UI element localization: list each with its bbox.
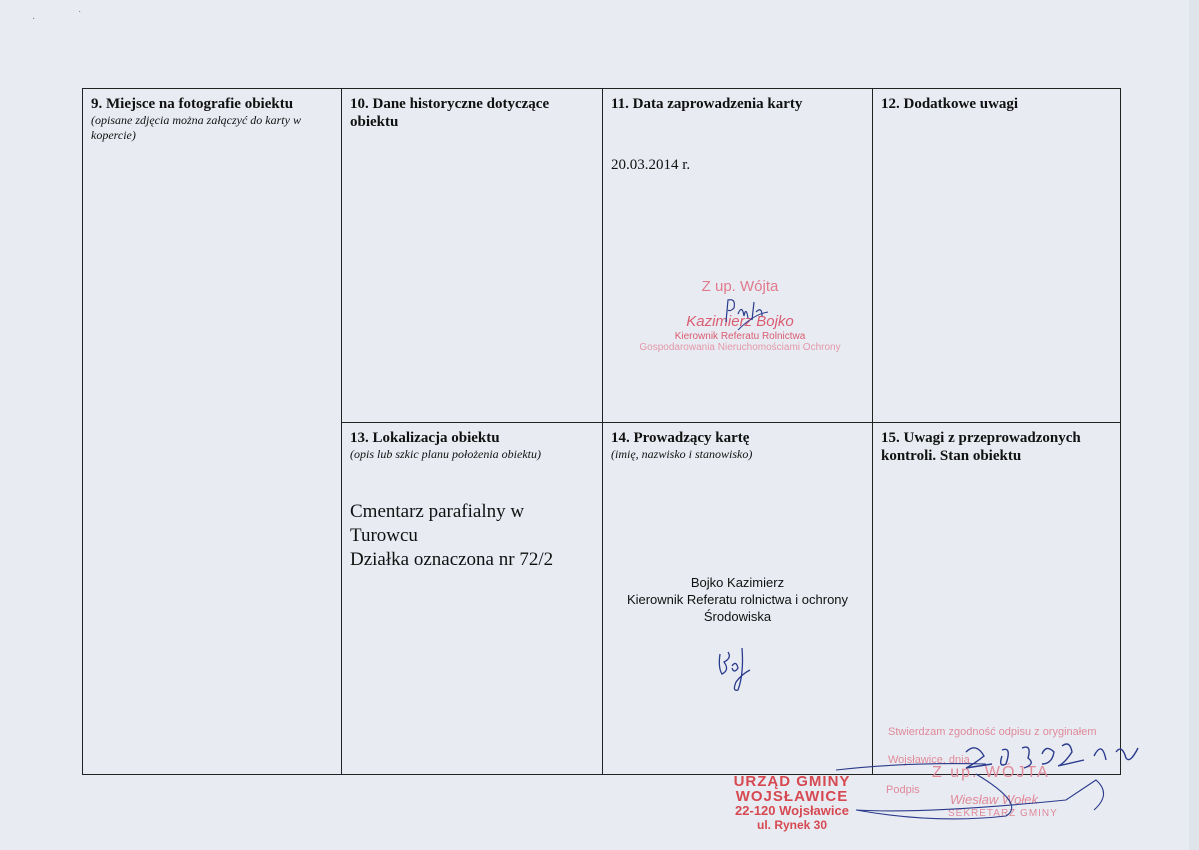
field-15-title: 15. Uwagi z przeprowadzonych kontroli. Stan obiektu bbox=[881, 430, 1081, 464]
field-10-title: 10. Dane historyczne dotyczące obiektu bbox=[350, 96, 550, 130]
signature-mark bbox=[718, 296, 778, 332]
keeper-text bbox=[611, 574, 864, 625]
field-11-title: 11. Data zaprowadzenia karty bbox=[611, 96, 803, 112]
keeper-line: Środowiska bbox=[703, 609, 772, 624]
keeper-line: Bojko Kazimierz bbox=[690, 575, 785, 590]
scan-speck: ˙ bbox=[78, 10, 82, 21]
certify-stamp-line: Z up. WÓJTA bbox=[932, 764, 1050, 781]
certify-stamp-line: SEKRETARZ GMINY bbox=[948, 808, 1058, 819]
field-9-note: (opisane zdjęcia można załączyć do karty w kopercie) bbox=[91, 113, 301, 142]
record-card-table bbox=[82, 88, 1121, 775]
field-14-note: (imię, nazwisko i stanowisko) bbox=[611, 447, 753, 461]
field-12-title: 12. Dodatkowe uwagi bbox=[881, 96, 1019, 112]
keeper-line: Kierownik Referatu rolnictwa i ochrony bbox=[626, 592, 849, 607]
certify-stamp-line: Wojsławice, dnia bbox=[888, 754, 970, 766]
location-line: Cmentarz parafialny w bbox=[350, 501, 525, 522]
cell-card-keeper bbox=[603, 423, 873, 775]
stamp-line: Kierownik Referatu Rolnictwa bbox=[674, 331, 806, 342]
cell-inspection-notes bbox=[873, 423, 1121, 775]
stamp-line: Z up. Wójta bbox=[701, 278, 779, 295]
keeper-signature bbox=[712, 644, 762, 696]
field-13-note: (opis lub szkic planu położenia obiektu) bbox=[350, 447, 541, 461]
cell-additional-notes bbox=[873, 89, 1121, 423]
office-stamp-line: 22-120 Wojsławice bbox=[735, 803, 849, 818]
cell-location bbox=[342, 423, 603, 775]
stamp-line: Gospodarowania Nieruchomościami Ochrony bbox=[639, 342, 841, 353]
certify-signature bbox=[826, 734, 1146, 834]
location-line: Działka oznaczona nr 72/2 bbox=[350, 549, 554, 570]
field-14-title: 14. Prowadzący kartę bbox=[611, 430, 750, 446]
cell-card-date bbox=[603, 89, 873, 423]
cell-photo-place bbox=[83, 89, 342, 775]
certify-stamp-line: Podpis bbox=[886, 784, 920, 796]
office-stamp-line: URZĄD GMINY bbox=[733, 773, 851, 790]
scan-speck: · bbox=[32, 14, 36, 25]
stamp-line: Kazimierz Bojko bbox=[686, 313, 794, 330]
certify-stamp-line: Stwierdzam zgodność odpisu z oryginałem bbox=[888, 726, 1097, 738]
certify-stamp-line: Wiesław Wołek bbox=[950, 792, 1039, 807]
location-line: Turowcu bbox=[350, 525, 418, 546]
office-stamp-line: WOJSŁAWICE bbox=[735, 788, 849, 805]
field-9-title: 9. Miejsce na fotografie obiektu bbox=[91, 96, 294, 112]
location-text bbox=[350, 500, 594, 572]
field-13-title: 13. Lokalizacja obiektu bbox=[350, 430, 500, 446]
office-stamp bbox=[722, 774, 862, 832]
field-11-value: 20.03.2014 r. bbox=[611, 157, 691, 173]
cell-historical-data bbox=[342, 89, 603, 423]
page-edge bbox=[1189, 0, 1199, 850]
office-stamp-line: ul. Rynek 30 bbox=[756, 818, 828, 832]
